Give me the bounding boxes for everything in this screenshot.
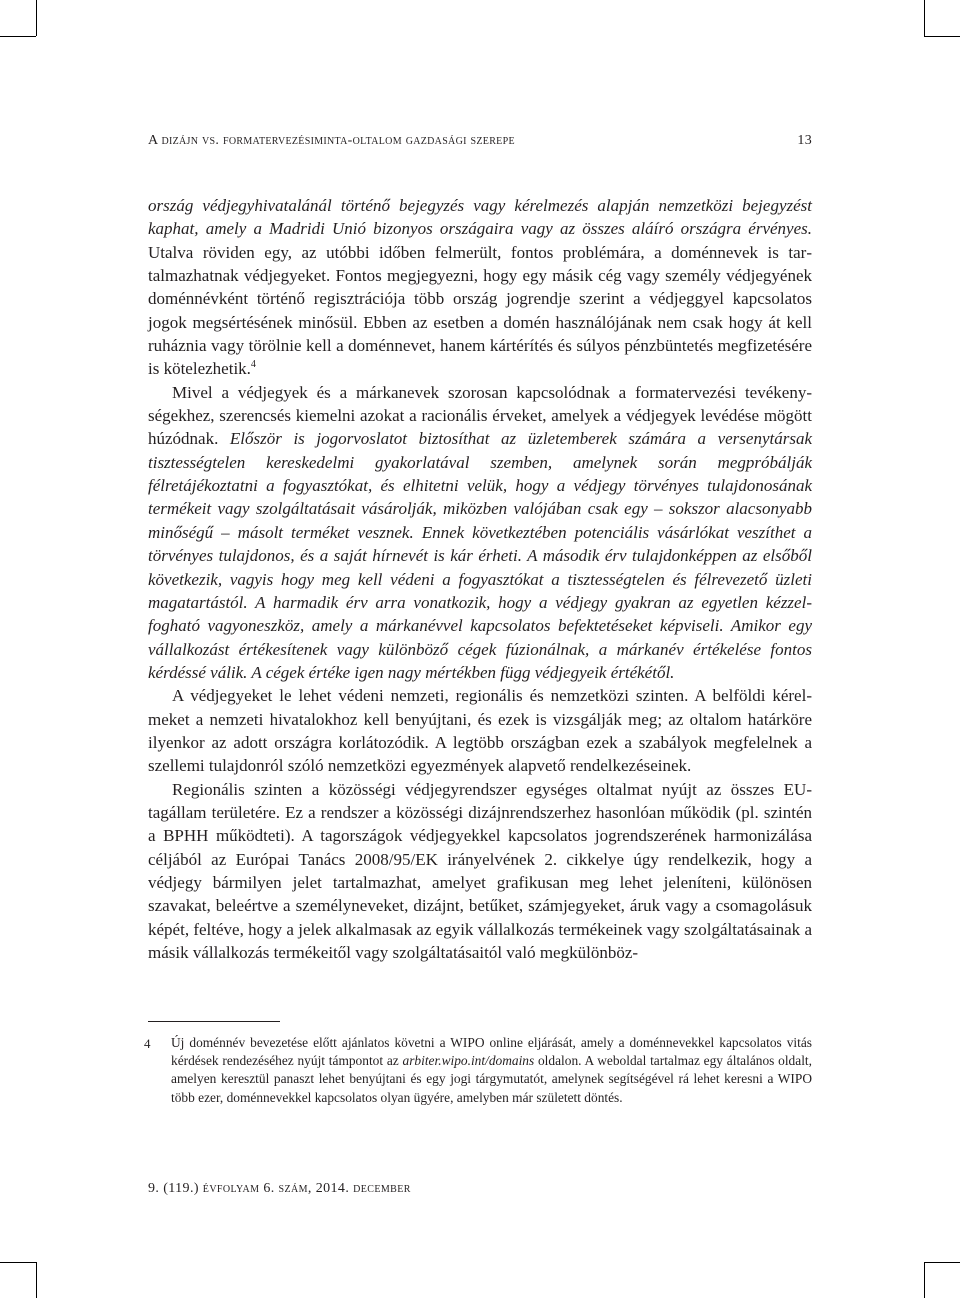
crop-mark <box>36 1262 37 1298</box>
footnote-divider <box>148 1021 280 1022</box>
crop-mark <box>924 36 960 37</box>
page-footer: 9. (119.) évfolyam 6. szám, 2014. december <box>148 1181 411 1196</box>
crop-mark <box>924 1262 925 1298</box>
paragraph-2 <box>148 381 812 684</box>
footnote <box>144 1034 812 1107</box>
body-text <box>148 194 812 964</box>
running-title: A dizájn vs. formatervezésiminta-oltalom gazdasági szerepe <box>148 133 515 148</box>
page-number: 13 <box>797 133 812 148</box>
paragraph-2-text: Mivel a védjegyek és a márkanevek szorosan kapcsolódnak a formatervezési tevékenységekhez, szerencsés kiemelni azokat a racionális érveket, amelyek a védjegyek levédése mögött húzódnak. <box>148 382 812 449</box>
paragraph-2-italic: Először is jogorvoslatot biztosíthat az üzletemberek számára a versenytársak tisztességtelen kereskedelmi gyakorlatával szemben, amelynek során megpróbálják félretájékoztatni a fogyasztókat, és elhitetni velük, hogy a védjegy törvényes tulajdonosának termékeit vagy szolgáltatásait vásárolják, miközben valójában csak egy – sokszor alacsonyabb minőségű – másolt terméket vesznek. Ennek következtében potenciális vásárlókat veszíthet a törvényes tulajdonos, és a saját hírnevét is kár érheti. A második érv tulajdonképpen az elsőből következik, vagyis hogy meg kell védeni a fogyasztókat a tisztességtelen és félrevezető üzleti magatartástól. A harmadik érv arra vonatkozik, hogy a védjegy gyakran az egyetlen kézzelfogható vagyoneszköz, amely a márkanévvel kapcsolatos befektetéseket képviseli. Amikor egy vállalkozást értékesítenek vagy különböző cégek fúzionálnak, a márkanév értékelése fontos kérdéssé válik. A cégek értéke igen nagy mértékben függ védjegyeik értékétől. <box>148 429 813 682</box>
footnote-reference[interactable]: 4 <box>250 359 256 371</box>
paragraph-3: A védjegyeket le lehet védeni nemzeti, regionális és nemzetközi szinten. A belföldi kérelmeket a nemzeti hivatalokhoz kell benyújtani, és ezek is vizsgálják meg; az oltalom határköre ilyenkor az adott országra korlátozódik. A legtöbb országban ezek a szabályok megfelelnek a szellemi tulajdonról szóló nemzetközi egyezmények alapvető rendelkezéseinek. <box>148 686 812 776</box>
footnote-number: 4 <box>144 1036 151 1051</box>
crop-mark <box>924 0 925 36</box>
crop-mark <box>924 1262 960 1263</box>
footnote-text <box>171 1034 812 1107</box>
footnote-link[interactable]: arbiter.wipo.int/domains <box>402 1053 535 1069</box>
crop-mark <box>0 36 36 37</box>
paragraph-1-text: Utalva röviden egy, az utóbbi időben felmerült, fontos problémára, a doménnevek is tartalmazhatnak védjegyeket. Fontos megjegyezni, hogy egy másik cég vagy személy védjegyének doménnévként történő regisztrációja több ország jogrendje szerint a védjeggyel kapcsolatos jogok megsértésének minősül. Ebben az esetben a domén használójának nem csak hogy át kell ruháznia vagy törölnie kell a doménnevet, hanem kártérítés és súlyos pénzbüntetés megfizetésére is kötelezhetik. <box>148 242 812 379</box>
crop-mark <box>36 0 37 36</box>
crop-mark <box>0 1262 36 1263</box>
paragraph-4: Regionális szinten a közösségi védjegyrendszer egységes oltalmat nyújt az összes EU-tagállam területére. Ez a rendszer a közösségi dizájnrendszerhez hasonlóan működik (pl. szintén a BPHH működteti). A tagországok védjegyekkel kapcsolatos jogrendszerének harmonizálása céljából az Európai Tanács 2008/95/EK irányelvének 2. cikkelye úgy rendelkezik, hogy a védjegy bármilyen jelet tartalmazhat, amelyet grafikusan meg lehet jeleníteni, különösen szavakat, beleértve a személyneveket, dizájnt, betűket, számjegyeket, áruk vagy a csomagolásuk képét, feltéve, hogy a jelek alkalmasak az egyik vállalkozás termékeinek vagy szolgáltatásainak a másik vállalkozás termékeitől vagy szolgáltatásaitól való megkülönböz- <box>148 779 812 962</box>
paragraph-1 <box>148 194 812 381</box>
footnote-text-part-2: oldalon. A weboldal tartalmaz egy általános oldalt, amelyen keresztül panaszt lehet benyújtani és egy jogi tárgymutatót, amelynek segítségével rá lehet keresni a WIPO több ezer, doménnevekkel kapcsolatos olyan ügyére, amelyben már született döntés. <box>171 1053 812 1105</box>
footnote-text-part-1: Új doménnév bevezetése előtt ajánlatos követni a WIPO online eljárását, amely a doménnevekkel kapcsolatos vitás kérdések rendezéséhez nyújt támpontot az <box>171 1035 812 1069</box>
running-head <box>148 131 812 151</box>
paragraph-1-italic: ország védjegyhivatalánál történő bejegyzés vagy kérelmezés alapján nemzetközi bejegyzést kaphat, amely a Madridi Unió bizonyos országaira vagy az összes aláíró országra érvényes. <box>148 196 812 239</box>
